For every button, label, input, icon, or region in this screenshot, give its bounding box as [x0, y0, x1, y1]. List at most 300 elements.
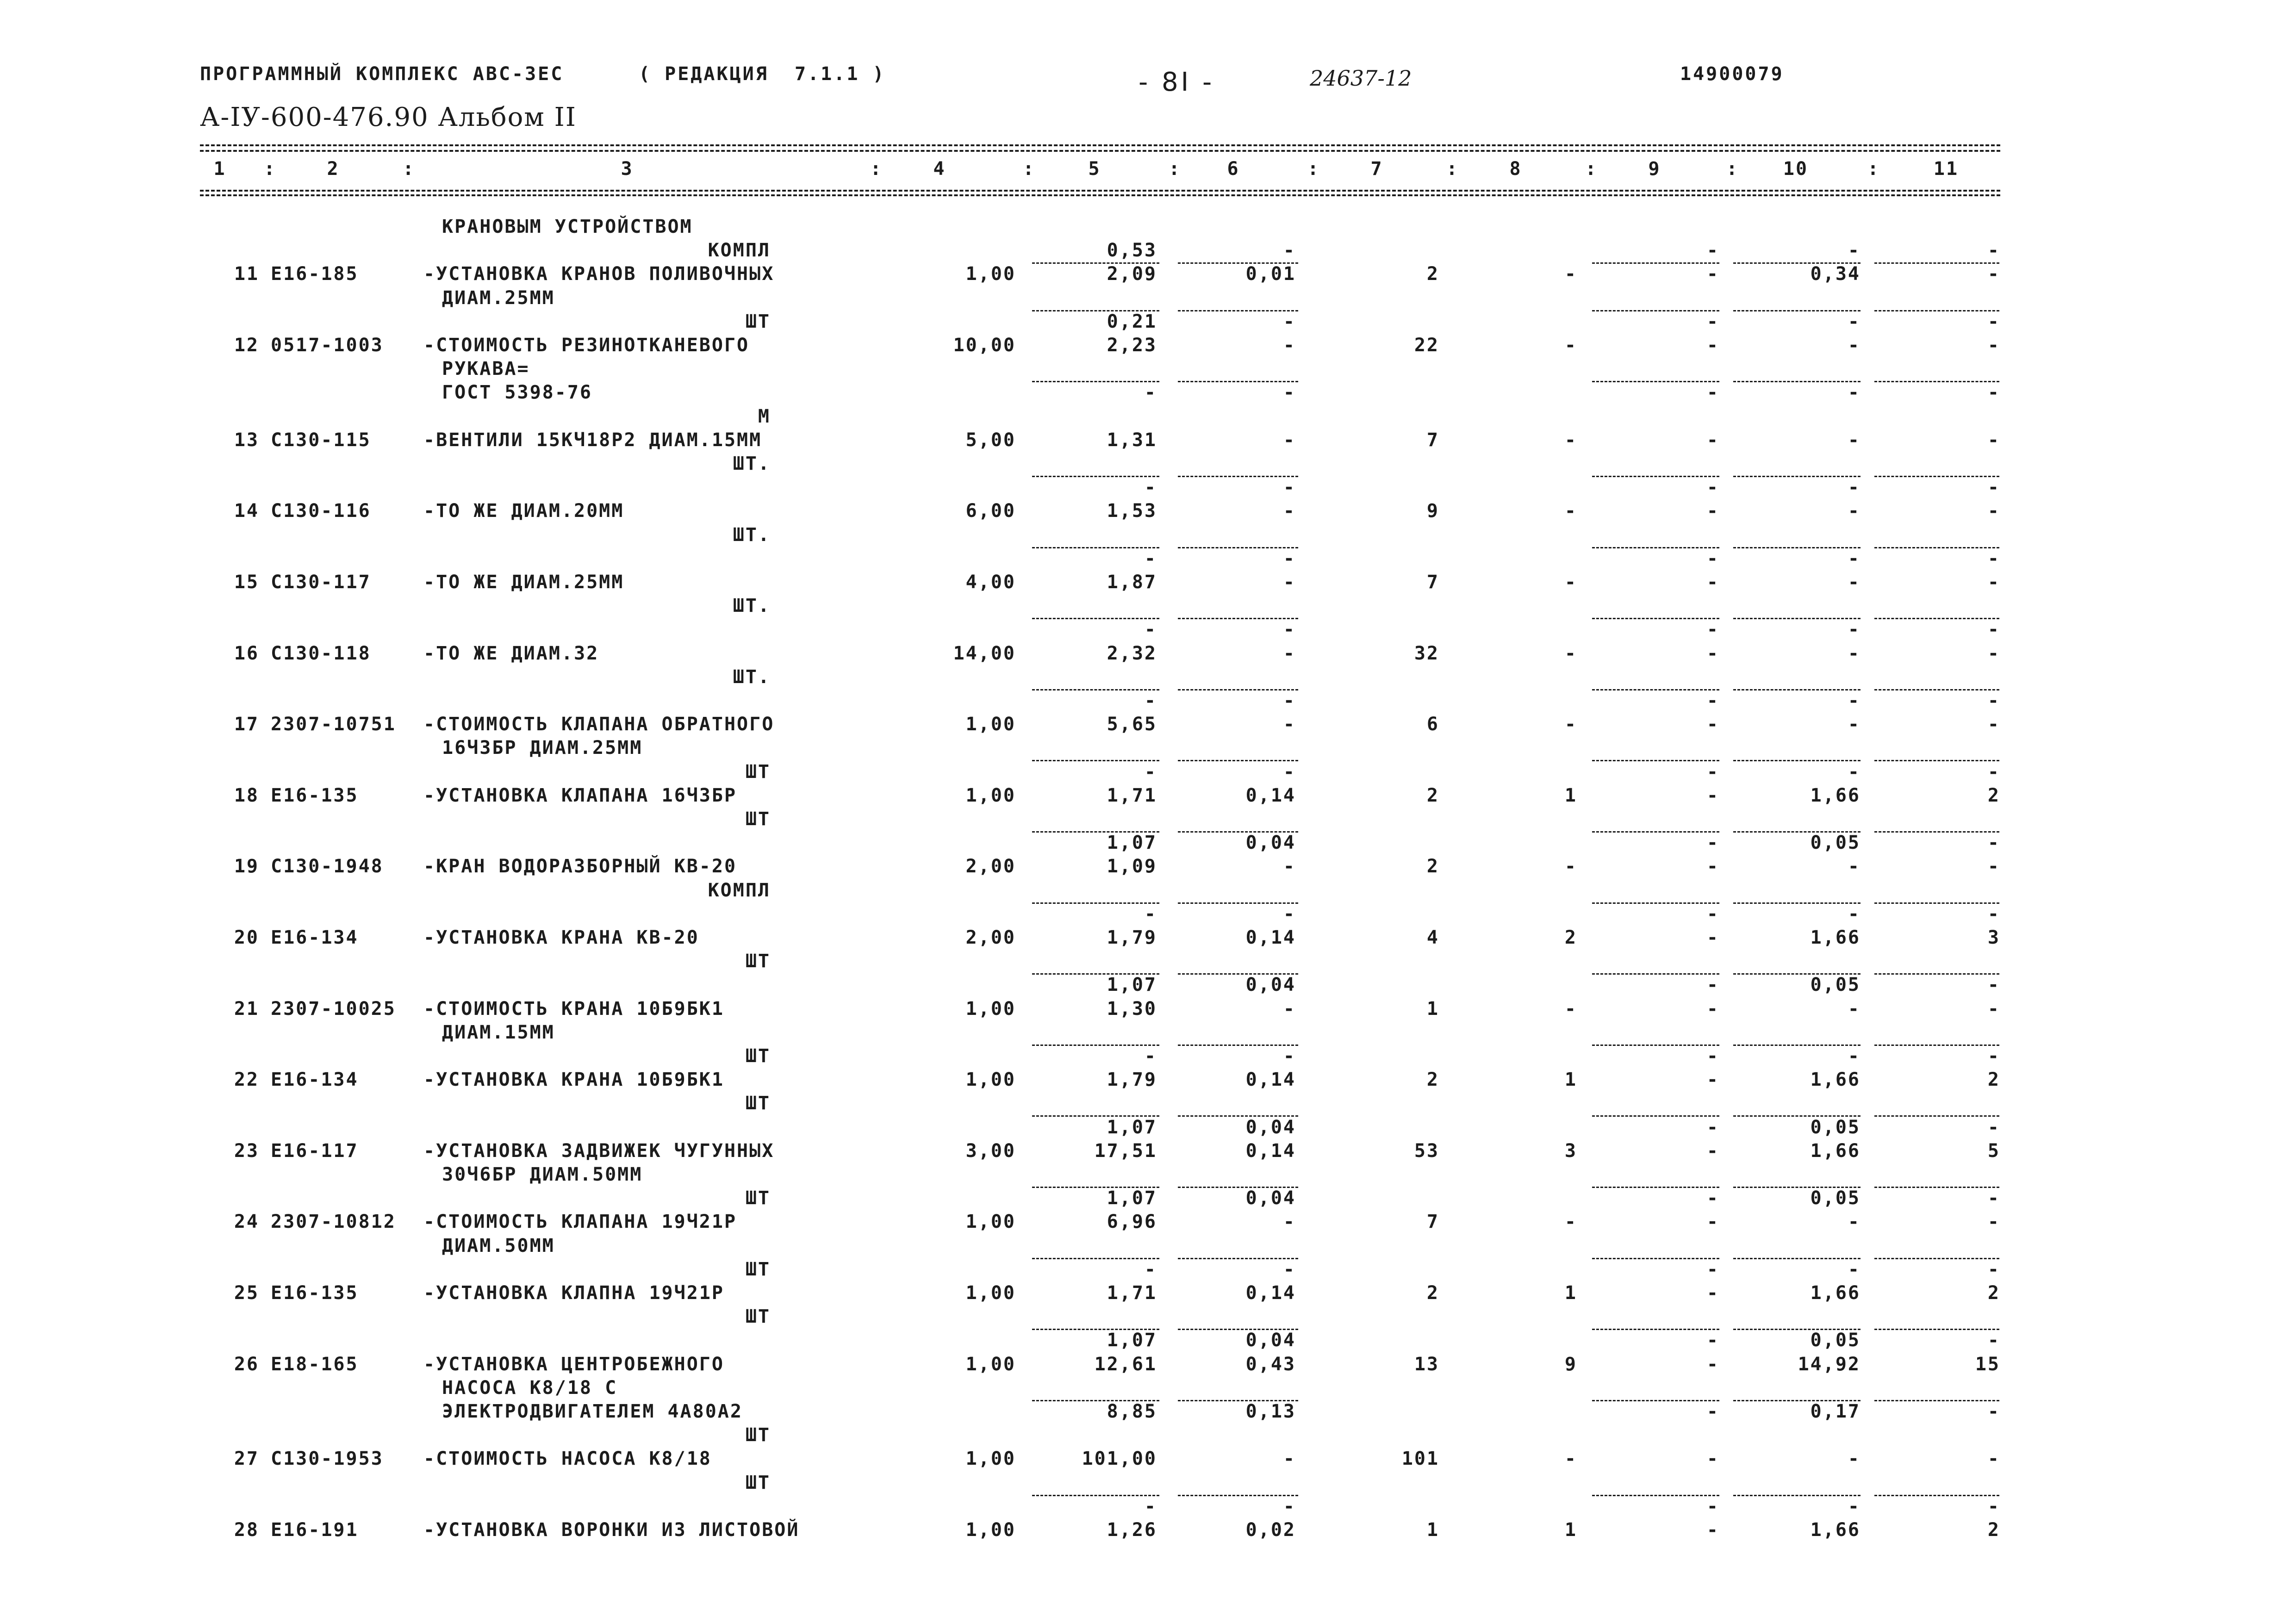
- cost-code: 2307-10025: [271, 998, 396, 1020]
- cell-col-4: 1,00: [965, 1353, 1016, 1375]
- cell-col-7: 4: [1426, 927, 1439, 948]
- unit-of-measure: ШТ: [745, 1472, 771, 1493]
- cell-col-11: -: [1987, 998, 2000, 1020]
- cell-col-4: 14,00: [953, 642, 1016, 664]
- cell-col-7: 1: [1426, 1519, 1439, 1541]
- cell-col-10: 0,05: [1810, 974, 1860, 996]
- cell-col-4: 6,00: [965, 500, 1016, 522]
- cell-divider-rule: [1032, 1258, 1159, 1259]
- cell-divider-rule: [1592, 760, 1719, 761]
- column-header-1: 1: [213, 158, 226, 180]
- cell-col-5: -: [1144, 1045, 1157, 1067]
- column-separator: :: [1023, 158, 1036, 180]
- work-description: -УСТАНОВКА КЛАПНА 19Ч21Р: [423, 1282, 724, 1304]
- row-number: 13: [234, 429, 259, 451]
- cell-divider-rule: [1874, 1045, 1999, 1046]
- cell-col-11: -: [1987, 335, 2000, 356]
- cell-divider-rule: [1032, 760, 1159, 761]
- edition-label: ( РЕДАКЦИЯ 7.1.1 ): [639, 63, 886, 85]
- cell-col-6: 0,04: [1245, 1188, 1296, 1209]
- row-number: 27: [234, 1448, 259, 1470]
- cell-divider-rule: [1874, 1400, 1999, 1401]
- row-number: 12: [234, 335, 259, 356]
- row-number: 11: [234, 263, 259, 285]
- work-description-continued: ДИАМ.50ММ: [442, 1235, 555, 1256]
- cell-col-6: -: [1283, 903, 1296, 925]
- cell-col-11: -: [1987, 1211, 2000, 1233]
- unit-of-measure: ШТ: [745, 1258, 771, 1280]
- cell-col-4: 1,00: [965, 1282, 1016, 1304]
- cell-divider-rule: [1874, 1329, 1999, 1330]
- cell-divider-rule: [1733, 1045, 1860, 1046]
- cell-col-11: -: [1987, 1448, 2000, 1470]
- cell-col-8: 1: [1564, 1282, 1577, 1304]
- column-separator: :: [1726, 158, 1739, 180]
- cell-col-4: 1,00: [965, 1448, 1016, 1470]
- cell-divider-rule: [1874, 618, 1999, 619]
- column-separator: :: [1446, 158, 1459, 180]
- cell-col-6: 0,14: [1245, 1282, 1296, 1304]
- cell-divider-rule: [1874, 310, 1999, 311]
- unit-of-measure: КОМПЛ: [708, 879, 771, 901]
- cell-col-11: -: [1987, 382, 2000, 404]
- cell-col-10: -: [1848, 761, 1860, 783]
- cell-col-5: 8,85: [1107, 1401, 1157, 1422]
- cell-col-7: 2: [1426, 263, 1439, 285]
- work-description-continued: ДИАМ.15ММ: [442, 1021, 555, 1043]
- cell-col-6: -: [1283, 1211, 1296, 1233]
- cell-col-7: 22: [1414, 335, 1439, 356]
- cell-divider-rule: [1874, 1115, 1999, 1117]
- unit-of-measure: ШТ.: [733, 595, 771, 617]
- cell-col-7: 1: [1426, 998, 1439, 1020]
- cell-col-10: -: [1848, 690, 1860, 711]
- cell-col-10: -: [1848, 1211, 1860, 1233]
- cell-col-5: 1,87: [1107, 572, 1157, 593]
- cell-col-5: -: [1144, 547, 1157, 569]
- cell-col-8: -: [1564, 335, 1577, 356]
- column-header-9: 9: [1648, 158, 1661, 180]
- cell-col-9: -: [1706, 429, 1719, 451]
- cell-col-4: 1,00: [965, 1211, 1016, 1233]
- cost-code: С130-118: [271, 642, 371, 664]
- cell-col-8: 2: [1564, 927, 1577, 948]
- cost-code: С130-117: [271, 572, 371, 593]
- cell-col-9: -: [1706, 998, 1719, 1020]
- cell-col-6: 0,04: [1245, 974, 1296, 996]
- cell-col-9: -: [1706, 382, 1719, 404]
- work-description: -УСТАНОВКА КЛАПАНА 16Ч3БР: [423, 784, 737, 806]
- cell-divider-rule: [1592, 618, 1719, 619]
- work-description-continued: ДИАМ.25ММ: [442, 287, 555, 309]
- cell-col-11: 2: [1987, 1069, 2000, 1091]
- work-description: -СТОИМОСТЬ КРАНА 10Б9БК1: [423, 998, 724, 1020]
- cell-col-6: -: [1283, 335, 1296, 356]
- cell-col-11: -: [1987, 856, 2000, 877]
- cell-divider-rule: [1874, 1258, 1999, 1259]
- work-description: -ВЕНТИЛИ 15КЧ18Р2 ДИАМ.15ММ: [423, 429, 762, 451]
- work-description-continued: КРАНОВЫМ УСТРОЙСТВОМ: [442, 216, 693, 237]
- cell-col-10: 0,17: [1810, 1401, 1860, 1422]
- cell-divider-rule: [1592, 547, 1719, 548]
- unit-of-measure: ШТ: [745, 1306, 771, 1328]
- cell-col-8: 9: [1564, 1353, 1577, 1375]
- work-description: -ТО ЖЕ ДИАМ.20ММ: [423, 500, 624, 522]
- cell-col-10: -: [1848, 547, 1860, 569]
- cell-col-9: -: [1706, 240, 1719, 261]
- cell-col-6: -: [1283, 1045, 1296, 1067]
- cell-divider-rule: [1592, 973, 1719, 975]
- cell-col-8: 1: [1564, 1519, 1577, 1541]
- cell-col-7: 7: [1426, 572, 1439, 593]
- cell-col-6: -: [1283, 311, 1296, 332]
- page-number: - 8I -: [1139, 67, 1215, 97]
- cell-divider-rule: [1733, 310, 1860, 311]
- cell-divider-rule: [1592, 262, 1719, 264]
- cell-col-11: -: [1987, 500, 2000, 522]
- cell-col-10: 1,66: [1810, 784, 1860, 806]
- cell-divider-rule: [1032, 1495, 1159, 1496]
- cell-col-6: -: [1283, 572, 1296, 593]
- cell-col-10: -: [1848, 903, 1860, 925]
- cell-col-6: -: [1283, 714, 1296, 735]
- unit-of-measure: ШТ.: [733, 524, 771, 546]
- cell-col-5: -: [1144, 477, 1157, 498]
- cell-col-8: -: [1564, 572, 1577, 593]
- table-top-rule-2: [200, 150, 2000, 152]
- cell-col-10: -: [1848, 311, 1860, 332]
- cell-col-4: 1,00: [965, 714, 1016, 735]
- cost-code: 2307-10751: [271, 714, 396, 735]
- cell-col-9: -: [1706, 477, 1719, 498]
- row-number: 21: [234, 998, 259, 1020]
- cost-code: Е16-185: [271, 263, 359, 285]
- cell-divider-rule: [1733, 902, 1860, 904]
- column-header-10: 10: [1783, 158, 1809, 180]
- cell-col-6: 0,04: [1245, 1116, 1296, 1138]
- row-number: 17: [234, 714, 259, 735]
- unit-of-measure: ШТ.: [733, 453, 771, 474]
- cell-col-9: -: [1706, 335, 1719, 356]
- cell-divider-rule: [1733, 1495, 1860, 1496]
- column-header-3: 3: [621, 158, 634, 180]
- cell-col-6: 0,14: [1245, 1069, 1296, 1091]
- cell-divider-rule: [1874, 476, 1999, 477]
- cell-divider-rule: [1178, 689, 1298, 690]
- cell-col-6: -: [1283, 998, 1296, 1020]
- cell-divider-rule: [1178, 760, 1298, 761]
- cell-col-5: 0,21: [1107, 311, 1157, 332]
- cell-divider-rule: [1733, 618, 1860, 619]
- cell-col-6: -: [1283, 1448, 1296, 1470]
- work-description: -СТОИМОСТЬ КЛАПАНА 19Ч21Р: [423, 1211, 737, 1233]
- cell-col-11: -: [1987, 690, 2000, 711]
- work-description-continued: 16Ч3БР ДИАМ.25ММ: [442, 737, 643, 759]
- cell-col-7: 7: [1426, 1211, 1439, 1233]
- work-description: -ТО ЖЕ ДИАМ.25ММ: [423, 572, 624, 593]
- row-number: 20: [234, 927, 259, 948]
- column-header-2: 2: [327, 158, 340, 180]
- cell-col-10: 0,05: [1810, 1116, 1860, 1138]
- cell-col-5: -: [1144, 1258, 1157, 1280]
- work-description: -УСТАНОВКА КРАНА КВ-20: [423, 927, 699, 948]
- cell-col-4: 1,00: [965, 998, 1016, 1020]
- cell-divider-rule: [1178, 902, 1298, 904]
- cell-col-5: 17,51: [1094, 1140, 1157, 1162]
- cell-col-5: 1,07: [1107, 974, 1157, 996]
- column-header-6: 6: [1227, 158, 1240, 180]
- table-top-rule: [200, 144, 2000, 146]
- cell-col-6: -: [1283, 477, 1296, 498]
- cell-col-5: 12,61: [1094, 1353, 1157, 1375]
- cell-col-11: -: [1987, 311, 2000, 332]
- cell-col-6: 0,43: [1245, 1353, 1296, 1375]
- cell-col-11: -: [1987, 642, 2000, 664]
- cell-col-5: -: [1144, 761, 1157, 783]
- cell-col-9: -: [1706, 761, 1719, 783]
- cell-divider-rule: [1178, 1045, 1298, 1046]
- cell-col-6: 0,04: [1245, 832, 1296, 854]
- cell-col-5: 1,31: [1107, 429, 1157, 451]
- cell-col-5: 2,32: [1107, 642, 1157, 664]
- cell-col-10: 1,66: [1810, 927, 1860, 948]
- cell-col-10: -: [1848, 1495, 1860, 1517]
- cell-divider-rule: [1032, 689, 1159, 690]
- cell-divider-rule: [1874, 902, 1999, 904]
- cell-divider-rule: [1592, 1258, 1719, 1259]
- cell-col-11: 2: [1987, 1282, 2000, 1304]
- unit-of-measure: ШТ: [745, 951, 771, 972]
- cell-col-4: 1,00: [965, 263, 1016, 285]
- cell-col-7: 2: [1426, 784, 1439, 806]
- cell-col-11: -: [1987, 477, 2000, 498]
- cell-col-6: 0,13: [1245, 1401, 1296, 1422]
- cell-col-4: 1,00: [965, 784, 1016, 806]
- cell-divider-rule: [1592, 1187, 1719, 1188]
- work-description: -УСТАНОВКА КРАНА 10Б9БК1: [423, 1069, 724, 1091]
- cell-col-9: -: [1706, 832, 1719, 854]
- unit-of-measure: ШТ.: [733, 666, 771, 688]
- cell-divider-rule: [1733, 547, 1860, 548]
- cell-col-9: -: [1706, 1069, 1719, 1091]
- row-number: 18: [234, 784, 259, 806]
- cell-col-11: -: [1987, 263, 2000, 285]
- cell-divider-rule: [1874, 760, 1999, 761]
- cell-divider-rule: [1874, 547, 1999, 548]
- cell-divider-rule: [1733, 760, 1860, 761]
- work-description: -КРАН ВОДОРАЗБОРНЫЙ КВ-20: [423, 856, 737, 877]
- cell-divider-rule: [1178, 1258, 1298, 1259]
- cell-col-10: -: [1848, 856, 1860, 877]
- cell-col-11: 15: [1975, 1353, 2000, 1375]
- cell-divider-rule: [1592, 1329, 1719, 1330]
- cell-col-8: -: [1564, 1448, 1577, 1470]
- cell-divider-rule: [1592, 381, 1719, 382]
- cell-col-10: 1,66: [1810, 1282, 1860, 1304]
- cell-col-5: 1,07: [1107, 1116, 1157, 1138]
- cell-col-11: -: [1987, 572, 2000, 593]
- cell-col-6: -: [1283, 690, 1296, 711]
- cell-divider-rule: [1592, 1495, 1719, 1496]
- cell-col-6: 0,14: [1245, 927, 1296, 948]
- unit-of-measure: ШТ: [745, 808, 771, 830]
- cell-col-9: -: [1706, 1353, 1719, 1375]
- album-title: А-IУ-600-476.90 Альбом II: [200, 102, 577, 132]
- cell-col-8: -: [1564, 429, 1577, 451]
- cell-col-8: -: [1564, 642, 1577, 664]
- column-header-8: 8: [1509, 158, 1522, 180]
- cell-col-8: -: [1564, 500, 1577, 522]
- cell-col-9: -: [1706, 1188, 1719, 1209]
- row-number: 28: [234, 1519, 259, 1541]
- cell-col-7: 32: [1414, 642, 1439, 664]
- column-separator: :: [1585, 158, 1598, 180]
- work-description-continued: ГОСТ 5398-76: [442, 382, 592, 404]
- cell-col-5: 1,79: [1107, 1069, 1157, 1091]
- cell-col-8: -: [1564, 856, 1577, 877]
- cell-col-7: 9: [1426, 500, 1439, 522]
- cell-divider-rule: [1733, 381, 1860, 382]
- cell-col-8: -: [1564, 998, 1577, 1020]
- cost-code: Е16-134: [271, 927, 359, 948]
- cell-divider-rule: [1178, 381, 1298, 382]
- cell-divider-rule: [1178, 547, 1298, 548]
- cell-col-9: -: [1706, 1401, 1719, 1422]
- work-description: -УСТАНОВКА ЦЕНТРОБЕЖНОГО: [423, 1353, 724, 1375]
- column-separator: :: [870, 158, 883, 180]
- cell-col-9: -: [1706, 1258, 1719, 1280]
- cell-col-11: 2: [1987, 1519, 2000, 1541]
- cell-col-10: 0,05: [1810, 1188, 1860, 1209]
- cost-code: Е16-134: [271, 1069, 359, 1091]
- column-separator: :: [1307, 158, 1320, 180]
- cell-col-5: -: [1144, 690, 1157, 711]
- cell-col-10: -: [1848, 335, 1860, 356]
- cell-col-5: 1,07: [1107, 1188, 1157, 1209]
- cost-code: Е16-117: [271, 1140, 359, 1162]
- cell-col-5: 2,09: [1107, 263, 1157, 285]
- cell-divider-rule: [1178, 618, 1298, 619]
- cost-code: 2307-10812: [271, 1211, 396, 1233]
- cell-divider-rule: [1178, 476, 1298, 477]
- cell-col-9: -: [1706, 1282, 1719, 1304]
- cell-col-9: -: [1706, 903, 1719, 925]
- cell-col-5: 1,07: [1107, 832, 1157, 854]
- cell-divider-rule: [1032, 381, 1159, 382]
- cell-col-9: -: [1706, 1519, 1719, 1541]
- cell-col-4: 3,00: [965, 1140, 1016, 1162]
- column-header-7: 7: [1370, 158, 1383, 180]
- cell-col-11: -: [1987, 832, 2000, 854]
- cell-col-6: 0,14: [1245, 784, 1296, 806]
- cell-col-6: -: [1283, 642, 1296, 664]
- work-description-continued: РУКАВА=: [442, 358, 530, 380]
- cell-divider-rule: [1592, 310, 1719, 311]
- cell-col-11: -: [1987, 1330, 2000, 1351]
- cell-col-10: 0,05: [1810, 832, 1860, 854]
- cell-divider-rule: [1178, 310, 1298, 311]
- cell-col-10: -: [1848, 998, 1860, 1020]
- cell-col-5: 2,23: [1107, 335, 1157, 356]
- cell-col-10: 0,05: [1810, 1330, 1860, 1351]
- cell-col-10: -: [1848, 477, 1860, 498]
- cell-col-8: -: [1564, 263, 1577, 285]
- cell-divider-rule: [1032, 902, 1159, 904]
- cost-code: Е16-135: [271, 1282, 359, 1304]
- document-number: 14900079: [1680, 63, 1784, 85]
- cell-col-5: -: [1144, 903, 1157, 925]
- cost-code: С130-116: [271, 500, 371, 522]
- cell-col-5: 6,96: [1107, 1211, 1157, 1233]
- cell-divider-rule: [1874, 262, 1999, 264]
- unit-of-measure: КОМПЛ: [708, 240, 771, 261]
- unit-of-measure: М: [758, 405, 771, 427]
- unit-of-measure: ШТ: [745, 1424, 771, 1446]
- cell-col-10: -: [1848, 572, 1860, 593]
- cell-col-11: 5: [1987, 1140, 2000, 1162]
- cell-divider-rule: [1874, 689, 1999, 690]
- cell-col-10: -: [1848, 1258, 1860, 1280]
- cell-col-7: 53: [1414, 1140, 1439, 1162]
- unit-of-measure: ШТ: [745, 1188, 771, 1209]
- cell-col-4: 2,00: [965, 927, 1016, 948]
- cost-code: С130-115: [271, 429, 371, 451]
- cell-col-9: -: [1706, 1330, 1719, 1351]
- cell-col-9: -: [1706, 1140, 1719, 1162]
- cell-col-11: 3: [1987, 927, 2000, 948]
- cell-col-11: -: [1987, 1495, 2000, 1517]
- unit-of-measure: ШТ: [745, 761, 771, 783]
- cell-col-10: -: [1848, 619, 1860, 640]
- cell-col-6: -: [1283, 619, 1296, 640]
- column-separator: :: [403, 158, 416, 180]
- unit-of-measure: ШТ: [745, 311, 771, 332]
- cell-col-10: -: [1848, 714, 1860, 735]
- cell-col-6: -: [1283, 547, 1296, 569]
- cell-divider-rule: [1874, 831, 1999, 833]
- column-header-11: 11: [1933, 158, 1959, 180]
- cost-code: С130-1953: [271, 1448, 384, 1470]
- cell-col-10: -: [1848, 500, 1860, 522]
- cell-col-10: -: [1848, 429, 1860, 451]
- cell-col-5: 1,07: [1107, 1330, 1157, 1351]
- cell-col-11: -: [1987, 1045, 2000, 1067]
- cell-col-11: -: [1987, 903, 2000, 925]
- cell-col-11: -: [1987, 547, 2000, 569]
- cost-code: Е16-135: [271, 784, 359, 806]
- cell-col-7: 2: [1426, 1069, 1439, 1091]
- cell-col-4: 5,00: [965, 429, 1016, 451]
- row-number: 16: [234, 642, 259, 664]
- handwritten-code: 24637-12: [1310, 66, 1412, 91]
- cell-col-5: 1,09: [1107, 856, 1157, 877]
- cell-divider-rule: [1592, 1115, 1719, 1117]
- cell-col-6: 0,01: [1245, 263, 1296, 285]
- work-description: -УСТАНОВКА КРАНОВ ПОЛИВОЧНЫХ: [423, 263, 775, 285]
- cell-col-9: -: [1706, 500, 1719, 522]
- cell-divider-rule: [1592, 831, 1719, 833]
- cell-col-9: -: [1706, 547, 1719, 569]
- cell-divider-rule: [1874, 973, 1999, 975]
- cell-col-7: 7: [1426, 429, 1439, 451]
- cell-col-8: 1: [1564, 784, 1577, 806]
- cell-col-9: -: [1706, 784, 1719, 806]
- cell-divider-rule: [1032, 618, 1159, 619]
- cell-col-10: 1,66: [1810, 1069, 1860, 1091]
- column-separator: :: [1867, 158, 1880, 180]
- cell-col-10: 0,34: [1810, 263, 1860, 285]
- header-bottom-rule-2: [200, 194, 2000, 196]
